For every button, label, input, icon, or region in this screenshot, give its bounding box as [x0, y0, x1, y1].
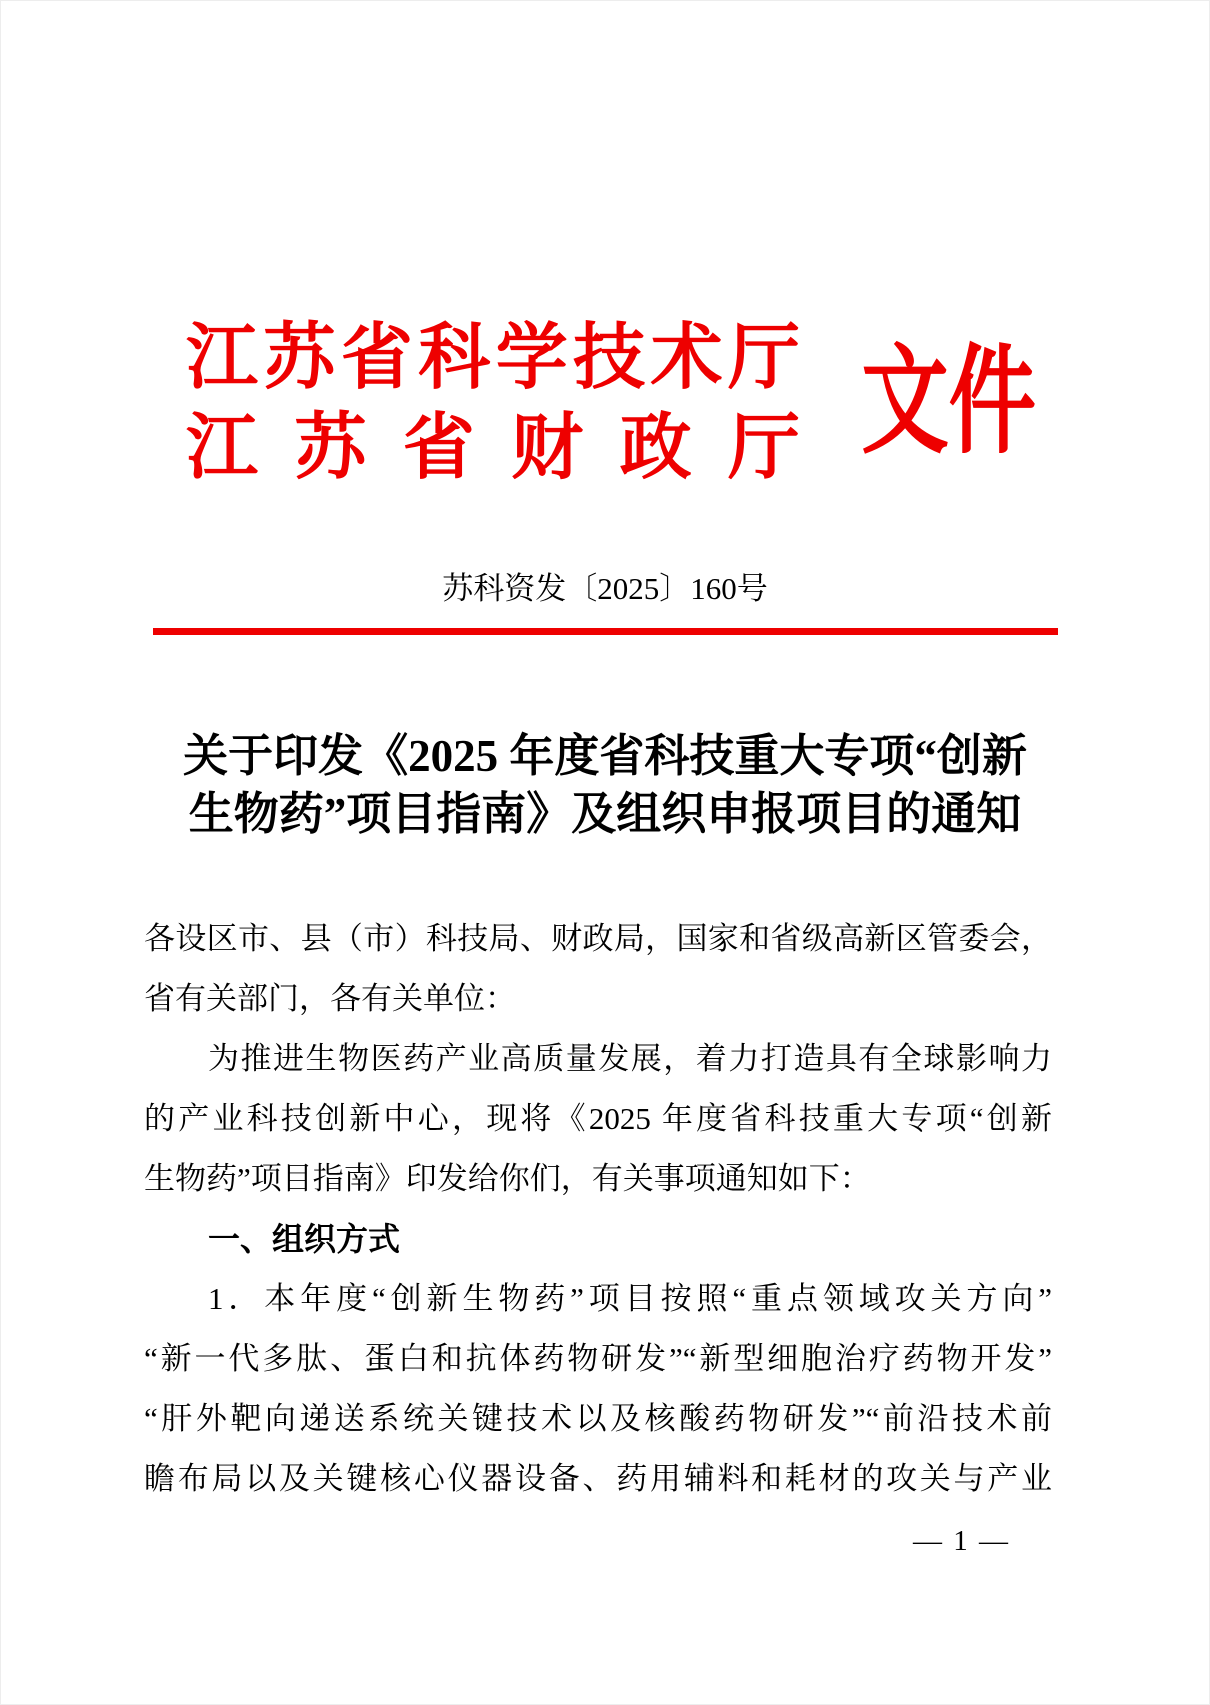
agency-name-line-2: 江苏省财政厅: [186, 408, 800, 488]
item-1-line-4: 瞻布局以及关键核心仪器设备、药用辅料和耗材的攻关与产业: [144, 1461, 1052, 1496]
letterhead: [186, 313, 1036, 493]
item-1-line-2: “新一代多肽、蛋白和抗体药物研发”“新型细胞治疗药物开发”: [144, 1341, 1052, 1376]
agency-name-line-1: 江苏省科学技术厅: [186, 318, 800, 398]
document-type-label: 文件: [861, 337, 1036, 468]
salutation-line-1: 各设区市、县（市）科技局、财政局，国家和省级高新区管委会，: [144, 921, 1052, 956]
item-1-line-3: “肝外靶向递送系统关键技术以及核酸药物研发”“前沿技术前: [144, 1401, 1052, 1436]
document-number: 苏科资发〔2025〕160号: [442, 571, 768, 606]
document-body: [144, 909, 1052, 1509]
section-1-heading: 一、组织方式: [208, 1221, 401, 1257]
document-title-line-1: 关于印发《2025 年度省科技重大专项“创新: [183, 731, 1027, 781]
paragraph-1-line-3: 生物药”项目指南》印发给你们，有关事项通知如下：: [144, 1161, 871, 1196]
salutation-line-2: 省有关部门，各有关单位：: [144, 981, 516, 1016]
paragraph-1-line-1: 为推进生物医药产业高质量发展，着力打造具有全球影响力: [208, 1041, 1052, 1076]
issuing-agencies: [186, 313, 800, 493]
paragraph-1-line-2: 的产业科技创新中心，现将《2025 年度省科技重大专项“创新: [144, 1101, 1052, 1136]
red-divider-line: [153, 628, 1058, 635]
document-title: [1, 727, 1209, 843]
item-1-line-1: 1．本年度“创新生物药”项目按照“重点领域攻关方向”: [208, 1281, 1052, 1316]
page-number: — 1 —: [913, 1525, 1010, 1557]
document-title-line-2: 生物药”项目指南》及组织申报项目的通知: [188, 789, 1022, 839]
